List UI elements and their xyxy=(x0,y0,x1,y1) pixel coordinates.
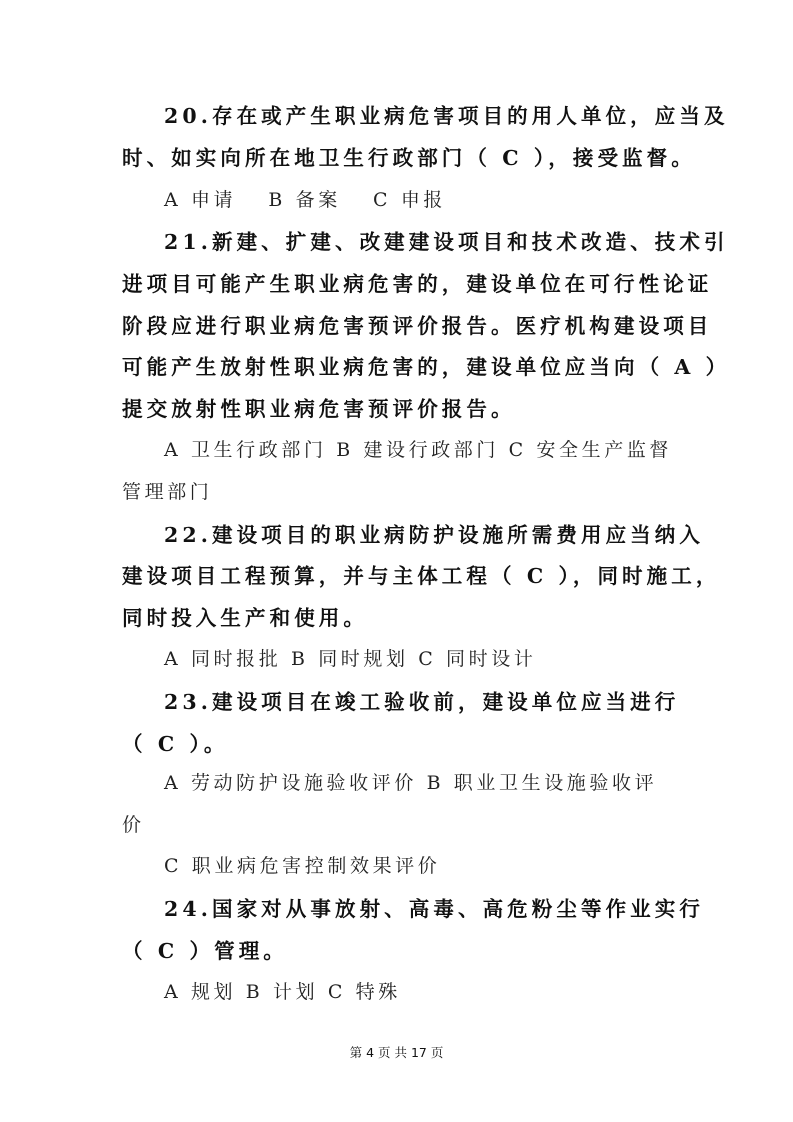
question-21-line-4: 可能产生放射性职业病危害的，建设单位应当向（ A ） xyxy=(122,355,731,379)
question-21-options-line-2: 管理部门 xyxy=(122,481,213,503)
question-23-line-2: （ C ）。 xyxy=(122,732,229,756)
question-23-options-line-1: A 劳动防护设施验收评价 B 职业卫生设施验收评 xyxy=(164,772,658,794)
question-20-line-1: 20.存在或产生职业病危害项目的用人单位，应当及 xyxy=(164,104,729,128)
question-21-line-1: 21.新建、扩建、改建建设项目和技术改造、技术引 xyxy=(164,230,729,254)
question-24-line-2: （ C ）管理。 xyxy=(122,939,288,963)
question-22-line-3: 同时投入生产和使用。 xyxy=(122,606,368,630)
question-23-line-1: 23.建设项目在竣工验收前，建设单位应当进行 xyxy=(164,690,680,714)
question-22-options: A 同时报批 B 同时规划 C 同时设计 xyxy=(164,648,537,670)
question-21-line-3: 阶段应进行职业病危害预评价报告。医疗机构建设项目 xyxy=(122,314,713,338)
page-footer: 第 4 页 共 17 页 xyxy=(349,1045,444,1060)
question-21-line-2: 进项目可能产生职业病危害的，建设单位在可行性论证 xyxy=(122,272,713,296)
question-22-line-1: 22.建设项目的职业病防护设施所需费用应当纳入 xyxy=(164,523,704,547)
question-20-line-2: 时、如实向所在地卫生行政部门（ C ），接受监督。 xyxy=(122,146,696,170)
question-23-options-line-2: 价 xyxy=(122,814,145,836)
question-20-options: A 申请 B 备案 C 申报 xyxy=(164,189,447,211)
question-21-line-5: 提交放射性职业病危害预评价报告。 xyxy=(122,397,516,421)
question-21-options-line-1: A 卫生行政部门 B 建设行政部门 C 安全生产监督 xyxy=(164,439,673,461)
question-23-options-line-3: C 职业病危害控制效果评价 xyxy=(164,855,441,877)
question-24-options: A 规划 B 计划 C 特殊 xyxy=(164,981,401,1003)
question-24-line-1: 24.国家对从事放射、高毒、高危粉尘等作业实行 xyxy=(164,897,704,921)
question-22-line-2: 建设项目工程预算，并与主体工程（ C ），同时施工， xyxy=(122,564,721,588)
